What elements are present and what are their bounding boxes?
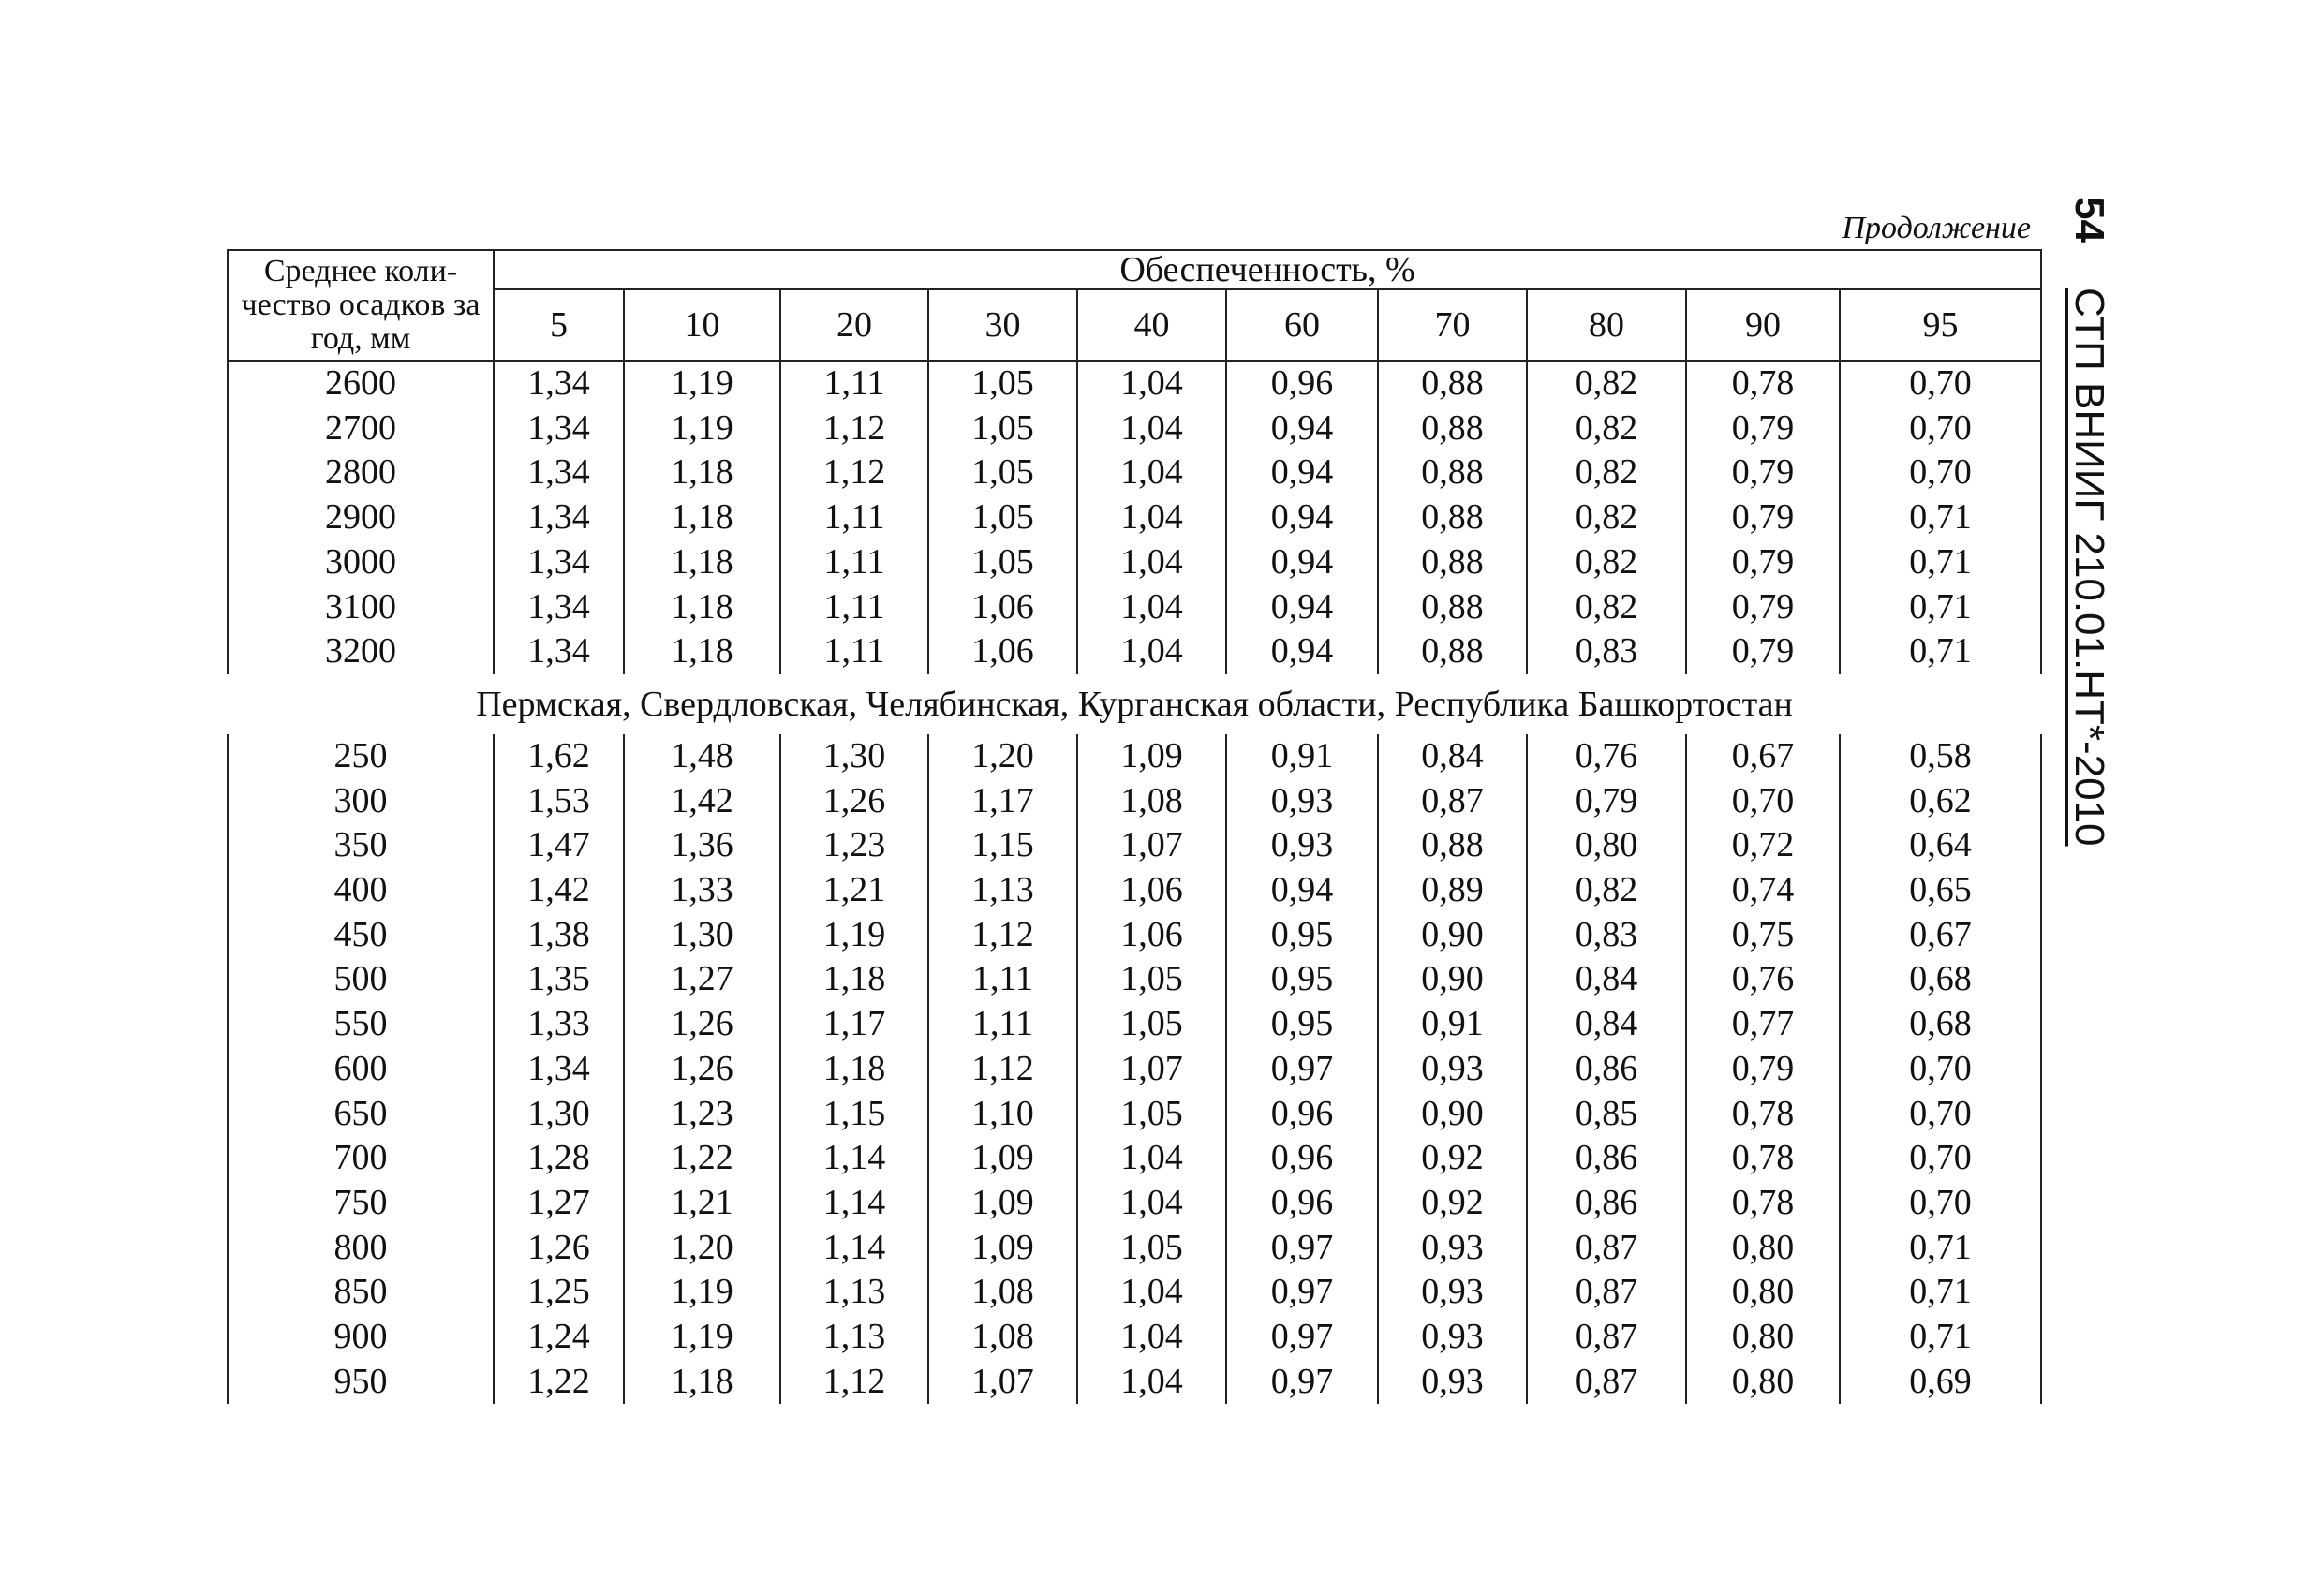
value-cell: 1,04 xyxy=(1077,1270,1226,1315)
table-row xyxy=(228,1047,2041,1092)
value-cell: 1,05 xyxy=(1077,1092,1226,1137)
value-cell: 1,17 xyxy=(780,1002,928,1047)
value-cell: 1,20 xyxy=(624,1226,780,1271)
region-row xyxy=(228,674,2041,734)
value-cell: 0,93 xyxy=(1378,1226,1527,1271)
table-row xyxy=(228,1315,2041,1360)
column-header-10: 10 xyxy=(624,289,780,361)
value-cell: 0,88 xyxy=(1378,823,1527,868)
value-cell: 1,04 xyxy=(1077,1315,1226,1360)
value-cell: 0,80 xyxy=(1686,1226,1840,1271)
value-cell: 1,10 xyxy=(928,1092,1077,1137)
value-cell: 0,71 xyxy=(1840,629,2041,674)
column-header-70: 70 xyxy=(1378,289,1527,361)
value-cell: 0,82 xyxy=(1527,585,1686,630)
value-cell: 1,04 xyxy=(1077,361,1226,406)
value-cell: 0,78 xyxy=(1686,1181,1840,1226)
value-cell: 0,88 xyxy=(1378,406,1527,451)
precipitation-cell: 2900 xyxy=(228,495,494,540)
value-cell: 0,79 xyxy=(1686,540,1840,585)
value-cell: 0,93 xyxy=(1226,779,1378,824)
value-cell: 0,68 xyxy=(1840,1002,2041,1047)
value-cell: 1,04 xyxy=(1077,450,1226,495)
precipitation-cell: 300 xyxy=(228,779,494,824)
value-cell: 1,14 xyxy=(780,1181,928,1226)
value-cell: 1,07 xyxy=(1077,1047,1226,1092)
value-cell: 0,70 xyxy=(1686,779,1840,824)
value-cell: 1,12 xyxy=(928,913,1077,958)
value-cell: 0,95 xyxy=(1226,913,1378,958)
value-cell: 0,87 xyxy=(1527,1360,1686,1405)
value-cell: 0,84 xyxy=(1527,957,1686,1002)
precipitation-cell: 3000 xyxy=(228,540,494,585)
value-cell: 1,05 xyxy=(928,406,1077,451)
value-cell: 0,79 xyxy=(1686,406,1840,451)
value-cell: 0,90 xyxy=(1378,1092,1527,1137)
value-cell: 1,09 xyxy=(928,1136,1077,1181)
value-cell: 1,18 xyxy=(780,957,928,1002)
value-cell: 1,15 xyxy=(780,1092,928,1137)
value-cell: 0,82 xyxy=(1527,495,1686,540)
value-cell: 0,64 xyxy=(1840,823,2041,868)
table-row xyxy=(228,1002,2041,1047)
value-cell: 1,11 xyxy=(780,495,928,540)
value-cell: 1,04 xyxy=(1077,1136,1226,1181)
header-row-group xyxy=(228,250,2041,289)
value-cell: 0,94 xyxy=(1226,450,1378,495)
table-row xyxy=(228,823,2041,868)
value-cell: 0,77 xyxy=(1686,1002,1840,1047)
value-cell: 0,78 xyxy=(1686,1092,1840,1137)
value-cell: 0,69 xyxy=(1840,1360,2041,1405)
value-cell: 0,85 xyxy=(1527,1092,1686,1137)
value-cell: 1,35 xyxy=(494,957,624,1002)
column-header-80: 80 xyxy=(1527,289,1686,361)
value-cell: 0,89 xyxy=(1378,868,1527,913)
value-cell: 1,04 xyxy=(1077,540,1226,585)
value-cell: 1,05 xyxy=(928,450,1077,495)
value-cell: 1,23 xyxy=(624,1092,780,1137)
value-cell: 0,94 xyxy=(1226,540,1378,585)
value-cell: 1,14 xyxy=(780,1136,928,1181)
value-cell: 1,05 xyxy=(928,361,1077,406)
value-cell: 0,78 xyxy=(1686,361,1840,406)
value-cell: 1,05 xyxy=(1077,957,1226,1002)
value-cell: 0,71 xyxy=(1840,585,2041,630)
table-row xyxy=(228,1360,2041,1405)
value-cell: 0,79 xyxy=(1686,629,1840,674)
value-cell: 0,88 xyxy=(1378,585,1527,630)
value-cell: 0,70 xyxy=(1840,1047,2041,1092)
value-cell: 0,82 xyxy=(1527,450,1686,495)
value-cell: 1,34 xyxy=(494,629,624,674)
value-cell: 0,97 xyxy=(1226,1047,1378,1092)
value-cell: 1,18 xyxy=(624,450,780,495)
value-cell: 1,18 xyxy=(624,540,780,585)
value-cell: 0,71 xyxy=(1840,1270,2041,1315)
precipitation-cell: 750 xyxy=(228,1181,494,1226)
value-cell: 0,93 xyxy=(1378,1047,1527,1092)
value-cell: 0,76 xyxy=(1686,957,1840,1002)
value-cell: 0,90 xyxy=(1378,957,1527,1002)
precipitation-column-header: Среднее коли-чество осадков за год, мм xyxy=(228,250,494,361)
column-header-90: 90 xyxy=(1686,289,1840,361)
value-cell: 0,87 xyxy=(1527,1270,1686,1315)
precipitation-cell: 650 xyxy=(228,1092,494,1137)
precipitation-cell: 950 xyxy=(228,1360,494,1405)
value-cell: 1,18 xyxy=(624,629,780,674)
value-cell: 0,74 xyxy=(1686,868,1840,913)
table-row xyxy=(228,1092,2041,1137)
value-cell: 0,79 xyxy=(1686,495,1840,540)
side-header xyxy=(2061,197,2117,847)
value-cell: 0,80 xyxy=(1686,1270,1840,1315)
value-cell: 1,38 xyxy=(494,913,624,958)
precipitation-cell: 550 xyxy=(228,1002,494,1047)
table-row xyxy=(228,957,2041,1002)
column-header-30: 30 xyxy=(928,289,1077,361)
value-cell: 1,62 xyxy=(494,734,624,779)
standard-designation: СТП ВНИИГ 210.01.НТ*-2010 xyxy=(2066,287,2112,847)
value-cell: 1,04 xyxy=(1077,585,1226,630)
value-cell: 0,93 xyxy=(1378,1270,1527,1315)
value-cell: 0,71 xyxy=(1840,1226,2041,1271)
value-cell: 0,70 xyxy=(1840,361,2041,406)
value-cell: 1,04 xyxy=(1077,1360,1226,1405)
value-cell: 0,82 xyxy=(1527,361,1686,406)
column-header-95: 95 xyxy=(1840,289,2041,361)
value-cell: 1,33 xyxy=(624,868,780,913)
value-cell: 0,71 xyxy=(1840,1315,2041,1360)
value-cell: 1,12 xyxy=(780,406,928,451)
value-cell: 0,70 xyxy=(1840,450,2041,495)
value-cell: 1,06 xyxy=(1077,868,1226,913)
value-cell: 0,84 xyxy=(1378,734,1527,779)
value-cell: 0,97 xyxy=(1226,1226,1378,1271)
value-cell: 0,82 xyxy=(1527,406,1686,451)
value-cell: 1,21 xyxy=(624,1181,780,1226)
value-cell: 0,70 xyxy=(1840,1181,2041,1226)
value-cell: 1,09 xyxy=(928,1181,1077,1226)
value-cell: 1,05 xyxy=(1077,1226,1226,1271)
value-cell: 0,71 xyxy=(1840,495,2041,540)
value-cell: 1,13 xyxy=(780,1270,928,1315)
value-cell: 0,82 xyxy=(1527,868,1686,913)
value-cell: 1,24 xyxy=(494,1315,624,1360)
value-cell: 0,70 xyxy=(1840,1092,2041,1137)
precipitation-cell: 450 xyxy=(228,913,494,958)
value-cell: 1,26 xyxy=(494,1226,624,1271)
value-cell: 0,70 xyxy=(1840,406,2041,451)
value-cell: 0,80 xyxy=(1686,1360,1840,1405)
value-cell: 1,04 xyxy=(1077,629,1226,674)
value-cell: 1,07 xyxy=(1077,823,1226,868)
value-cell: 1,20 xyxy=(928,734,1077,779)
column-header-5: 5 xyxy=(494,289,624,361)
table-row xyxy=(228,1181,2041,1226)
value-cell: 1,34 xyxy=(494,1047,624,1092)
column-header-40: 40 xyxy=(1077,289,1226,361)
value-cell: 0,72 xyxy=(1686,823,1840,868)
value-cell: 1,34 xyxy=(494,450,624,495)
region-title: Пермская, Свердловская, Челябинская, Курганская области, Республика Башкортостан xyxy=(476,684,1793,724)
value-cell: 1,08 xyxy=(928,1315,1077,1360)
value-cell: 0,97 xyxy=(1226,1270,1378,1315)
value-cell: 0,93 xyxy=(1378,1360,1527,1405)
precipitation-cell: 800 xyxy=(228,1226,494,1271)
value-cell: 1,34 xyxy=(494,585,624,630)
value-cell: 0,88 xyxy=(1378,361,1527,406)
table-row xyxy=(228,540,2041,585)
value-cell: 0,76 xyxy=(1527,734,1686,779)
value-cell: 1,17 xyxy=(928,779,1077,824)
value-cell: 0,95 xyxy=(1226,957,1378,1002)
value-cell: 1,19 xyxy=(624,406,780,451)
value-cell: 0,93 xyxy=(1226,823,1378,868)
value-cell: 1,26 xyxy=(624,1047,780,1092)
table-row xyxy=(228,585,2041,630)
value-cell: 1,19 xyxy=(624,1315,780,1360)
precipitation-cell: 850 xyxy=(228,1270,494,1315)
value-cell: 0,97 xyxy=(1226,1315,1378,1360)
table-row xyxy=(228,734,2041,779)
column-header-20: 20 xyxy=(780,289,928,361)
value-cell: 1,06 xyxy=(928,585,1077,630)
precipitation-cell: 600 xyxy=(228,1047,494,1092)
value-cell: 0,88 xyxy=(1378,540,1527,585)
value-cell: 1,19 xyxy=(624,361,780,406)
precipitation-cell: 3200 xyxy=(228,629,494,674)
precipitation-cell: 350 xyxy=(228,823,494,868)
value-cell: 0,71 xyxy=(1840,540,2041,585)
table-row xyxy=(228,779,2041,824)
value-cell: 0,87 xyxy=(1378,779,1527,824)
value-cell: 0,88 xyxy=(1378,450,1527,495)
value-cell: 0,94 xyxy=(1226,585,1378,630)
table-row xyxy=(228,913,2041,958)
value-cell: 1,33 xyxy=(494,1002,624,1047)
value-cell: 1,21 xyxy=(780,868,928,913)
value-cell: 1,06 xyxy=(928,629,1077,674)
value-cell: 1,19 xyxy=(780,913,928,958)
value-cell: 0,91 xyxy=(1226,734,1378,779)
value-cell: 1,04 xyxy=(1077,406,1226,451)
value-cell: 0,94 xyxy=(1226,629,1378,674)
table-row xyxy=(228,450,2041,495)
value-cell: 1,28 xyxy=(494,1136,624,1181)
value-cell: 1,18 xyxy=(624,1360,780,1405)
value-cell: 1,30 xyxy=(494,1092,624,1137)
value-cell: 1,30 xyxy=(780,734,928,779)
value-cell: 1,13 xyxy=(780,1315,928,1360)
value-cell: 1,14 xyxy=(780,1226,928,1271)
value-cell: 0,95 xyxy=(1226,1002,1378,1047)
precipitation-cell: 900 xyxy=(228,1315,494,1360)
table-row xyxy=(228,495,2041,540)
value-cell: 0,97 xyxy=(1226,1360,1378,1405)
value-cell: 1,09 xyxy=(928,1226,1077,1271)
value-cell: 1,30 xyxy=(624,913,780,958)
value-cell: 0,83 xyxy=(1527,913,1686,958)
table-row xyxy=(228,361,2041,406)
page-number: 54 xyxy=(2066,197,2112,243)
value-cell: 0,67 xyxy=(1840,913,2041,958)
value-cell: 0,87 xyxy=(1527,1315,1686,1360)
value-cell: 0,94 xyxy=(1226,406,1378,451)
value-cell: 1,27 xyxy=(624,957,780,1002)
value-cell: 1,12 xyxy=(780,450,928,495)
header-row-columns xyxy=(228,289,2041,361)
value-cell: 1,18 xyxy=(624,585,780,630)
value-cell: 0,65 xyxy=(1840,868,2041,913)
precipitation-cell: 400 xyxy=(228,868,494,913)
value-cell: 1,07 xyxy=(928,1360,1077,1405)
value-cell: 0,96 xyxy=(1226,1092,1378,1137)
table-row xyxy=(228,1136,2041,1181)
table-body xyxy=(228,361,2041,1404)
runoff-coefficients-table xyxy=(227,249,2042,1404)
value-cell: 1,11 xyxy=(928,957,1077,1002)
value-cell: 1,09 xyxy=(1077,734,1226,779)
value-cell: 1,34 xyxy=(494,540,624,585)
value-cell: 1,13 xyxy=(928,868,1077,913)
table-row xyxy=(228,406,2041,451)
value-cell: 1,26 xyxy=(624,1002,780,1047)
value-cell: 1,18 xyxy=(780,1047,928,1092)
value-cell: 1,08 xyxy=(928,1270,1077,1315)
value-cell: 0,79 xyxy=(1527,779,1686,824)
value-cell: 1,36 xyxy=(624,823,780,868)
value-cell: 0,88 xyxy=(1378,495,1527,540)
value-cell: 1,04 xyxy=(1077,1181,1226,1226)
value-cell: 1,12 xyxy=(928,1047,1077,1092)
value-cell: 0,83 xyxy=(1527,629,1686,674)
value-cell: 0,91 xyxy=(1378,1002,1527,1047)
value-cell: 0,75 xyxy=(1686,913,1840,958)
value-cell: 0,90 xyxy=(1378,913,1527,958)
value-cell: 0,84 xyxy=(1527,1002,1686,1047)
precipitation-cell: 3100 xyxy=(228,585,494,630)
table-row xyxy=(228,1226,2041,1271)
value-cell: 1,18 xyxy=(624,495,780,540)
value-cell: 0,80 xyxy=(1686,1315,1840,1360)
value-cell: 0,94 xyxy=(1226,868,1378,913)
value-cell: 0,70 xyxy=(1840,1136,2041,1181)
value-cell: 1,26 xyxy=(780,779,928,824)
value-cell: 0,58 xyxy=(1840,734,2041,779)
value-cell: 1,23 xyxy=(780,823,928,868)
value-cell: 0,79 xyxy=(1686,585,1840,630)
value-cell: 0,93 xyxy=(1378,1315,1527,1360)
table-row xyxy=(228,1270,2041,1315)
value-cell: 0,82 xyxy=(1527,540,1686,585)
value-cell: 0,68 xyxy=(1840,957,2041,1002)
value-cell: 0,96 xyxy=(1226,1136,1378,1181)
precipitation-cell: 500 xyxy=(228,957,494,1002)
value-cell: 1,22 xyxy=(624,1136,780,1181)
value-cell: 1,25 xyxy=(494,1270,624,1315)
value-cell: 1,48 xyxy=(624,734,780,779)
value-cell: 1,11 xyxy=(780,629,928,674)
value-cell: 0,92 xyxy=(1378,1136,1527,1181)
value-cell: 1,34 xyxy=(494,361,624,406)
value-cell: 0,96 xyxy=(1226,361,1378,406)
value-cell: 1,15 xyxy=(928,823,1077,868)
value-cell: 0,92 xyxy=(1378,1181,1527,1226)
value-cell: 1,12 xyxy=(780,1360,928,1405)
value-cell: 0,86 xyxy=(1527,1181,1686,1226)
precipitation-cell: 2800 xyxy=(228,450,494,495)
value-cell: 1,42 xyxy=(494,868,624,913)
value-cell: 1,05 xyxy=(928,495,1077,540)
value-cell: 0,86 xyxy=(1527,1047,1686,1092)
probability-group-header: Обеспеченность, % xyxy=(494,250,2041,289)
value-cell: 0,87 xyxy=(1527,1226,1686,1271)
value-cell: 1,34 xyxy=(494,406,624,451)
value-cell: 1,05 xyxy=(1077,1002,1226,1047)
value-cell: 1,05 xyxy=(928,540,1077,585)
value-cell: 1,47 xyxy=(494,823,624,868)
value-cell: 0,80 xyxy=(1527,823,1686,868)
value-cell: 0,88 xyxy=(1378,629,1527,674)
value-cell: 1,22 xyxy=(494,1360,624,1405)
value-cell: 1,27 xyxy=(494,1181,624,1226)
value-cell: 0,79 xyxy=(1686,1047,1840,1092)
value-cell: 0,79 xyxy=(1686,450,1840,495)
value-cell: 1,42 xyxy=(624,779,780,824)
value-cell: 1,11 xyxy=(780,585,928,630)
precipitation-cell: 2600 xyxy=(228,361,494,406)
table-row xyxy=(228,868,2041,913)
value-cell: 1,34 xyxy=(494,495,624,540)
continuation-label: Продолжение xyxy=(1842,211,2031,245)
precipitation-cell: 2700 xyxy=(228,406,494,451)
table-row xyxy=(228,629,2041,674)
value-cell: 1,04 xyxy=(1077,495,1226,540)
value-cell: 1,06 xyxy=(1077,913,1226,958)
value-cell: 1,11 xyxy=(780,361,928,406)
precipitation-cell: 250 xyxy=(228,734,494,779)
value-cell: 0,67 xyxy=(1686,734,1840,779)
value-cell: 1,08 xyxy=(1077,779,1226,824)
value-cell: 1,11 xyxy=(780,540,928,585)
value-cell: 1,11 xyxy=(928,1002,1077,1047)
precipitation-cell: 700 xyxy=(228,1136,494,1181)
value-cell: 0,96 xyxy=(1226,1181,1378,1226)
value-cell: 1,19 xyxy=(624,1270,780,1315)
value-cell: 0,78 xyxy=(1686,1136,1840,1181)
value-cell: 0,86 xyxy=(1527,1136,1686,1181)
value-cell: 1,53 xyxy=(494,779,624,824)
value-cell: 0,62 xyxy=(1840,779,2041,824)
value-cell: 0,94 xyxy=(1226,495,1378,540)
column-header-60: 60 xyxy=(1226,289,1378,361)
